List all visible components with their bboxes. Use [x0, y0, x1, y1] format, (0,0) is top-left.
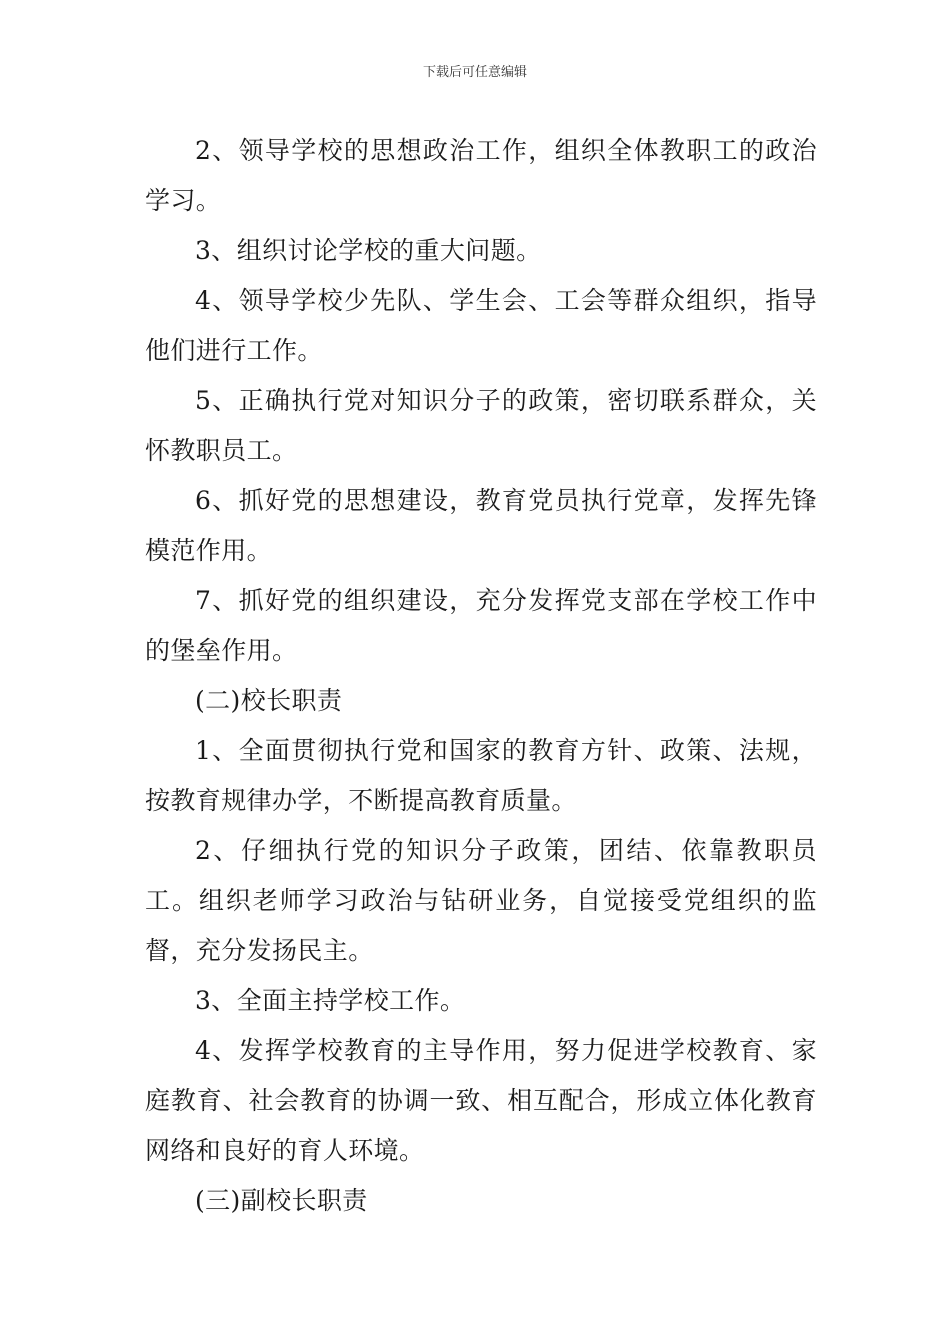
document-body [145, 126, 817, 1226]
paragraph-principal-duty-2: 2、仔细执行党的知识分子政策，团结、依靠教职员工。组织老师学习政治与钻研业务，自觉接受党组织的监督，充分发扬民主。 [145, 836, 817, 965]
paragraph-party-duty-5: 5、正确执行党对知识分子的政策，密切联系群众，关怀教职员工。 [145, 386, 817, 465]
paragraph-principal-duty-4: 4、发挥学校教育的主导作用，努力促进学校教育、家庭教育、社会教育的协调一致、相互配合，形成立体化教育网络和良好的育人环境。 [145, 1036, 817, 1165]
paragraph-party-duty-2: 2、领导学校的思想政治工作，组织全体教职工的政治学习。 [145, 136, 817, 215]
paragraph-principal-duty-1: 1、全面贯彻执行党和国家的教育方针、政策、法规，按教育规律办学，不断提高教育质量。 [145, 736, 817, 815]
section-heading-vice-principal: (三)副校长职责 [195, 1186, 368, 1215]
paragraph-party-duty-7: 7、抓好党的组织建设，充分发挥党支部在学校工作中的堡垒作用。 [145, 586, 817, 665]
paragraph-party-duty-4: 4、领导学校少先队、学生会、工会等群众组织，指导他们进行工作。 [145, 286, 817, 365]
paragraph-principal-duty-3: 3、全面主持学校工作。 [195, 986, 466, 1015]
paragraph-party-duty-6: 6、抓好党的思想建设，教育党员执行党章，发挥先锋模范作用。 [145, 486, 817, 565]
page-header: 下载后可任意编辑 [422, 65, 527, 80]
section-heading-principal: (二)校长职责 [195, 686, 343, 715]
paragraph-party-duty-3: 3、组织讨论学校的重大问题。 [195, 236, 542, 265]
